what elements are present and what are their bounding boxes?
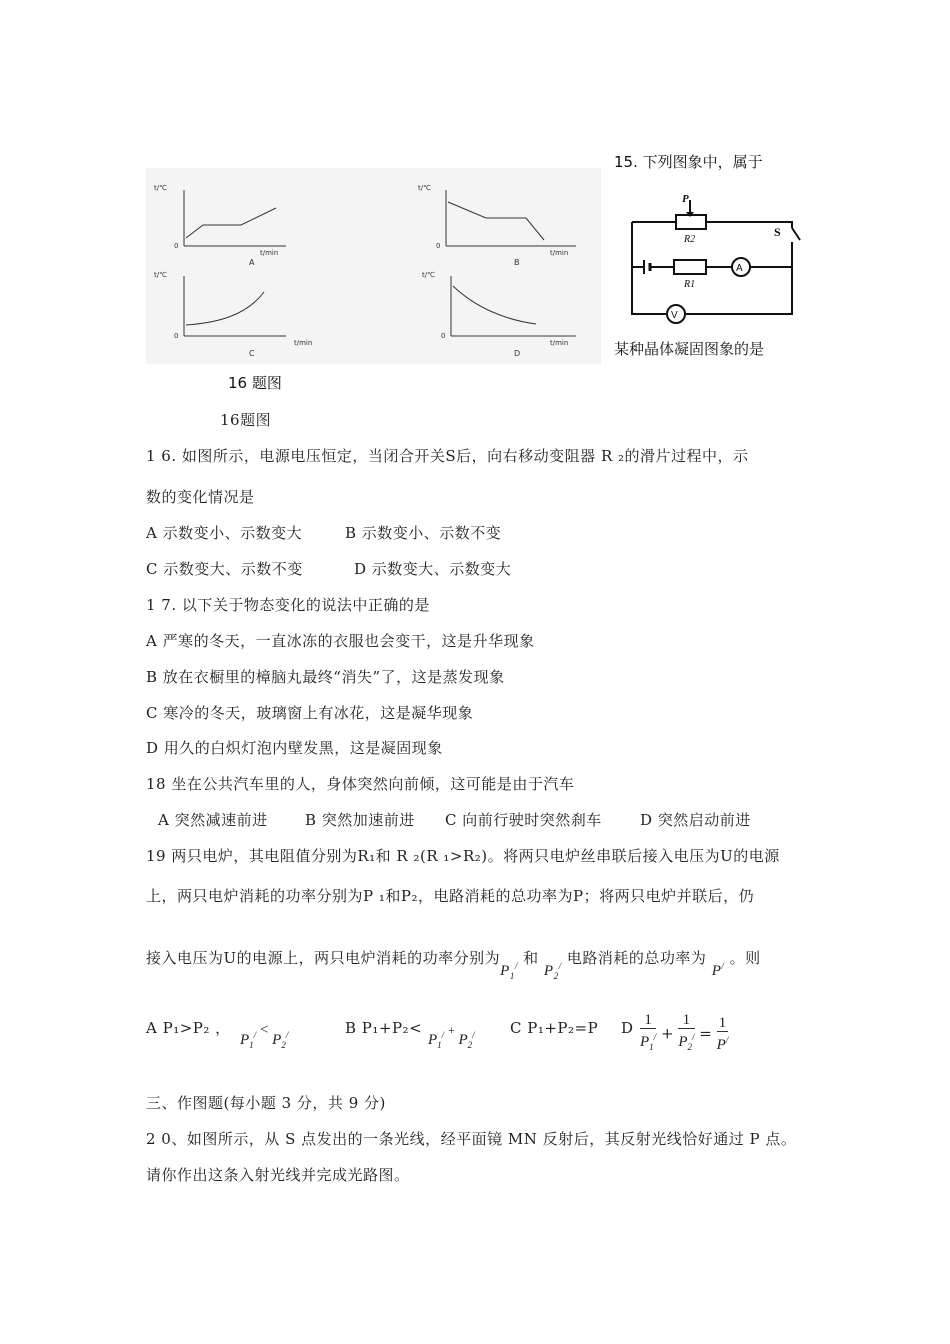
q19-option-a-formula: $P_1^/ < P_2^/$ — [240, 1022, 289, 1050]
q19-line3-c: 电路消耗的总功率为 — [566, 949, 707, 967]
q18-option-c: C 向前行驶时突然刹车 — [445, 811, 602, 829]
graph-c-xlabel: t/min — [294, 339, 313, 347]
p1-prime-symbol: $P_1^/$ — [500, 961, 518, 981]
graph-d-xlabel: t/min — [550, 339, 569, 347]
q19-option-b: B P₁+P₂< — [345, 1019, 423, 1037]
graph-c — [154, 271, 312, 358]
q16-option-a: A 示数变小、示数变大 — [146, 524, 303, 542]
q19-line3 — [146, 944, 761, 981]
q18-option-b: B 突然加速前进 — [305, 811, 415, 829]
graph-c-origin: 0 — [174, 332, 179, 340]
temperature-graphs-figure — [146, 168, 601, 364]
q15-heading: 15. 下列图象中，属于 — [614, 153, 763, 171]
q19-option-c: C P₁+P₂=P — [510, 1019, 599, 1037]
fraction-1: $\frac{1}{P_1^/}$ — [640, 1012, 657, 1052]
graph-a-origin: 0 — [174, 242, 179, 250]
figure-caption-2: 16题图 — [220, 411, 272, 429]
graph-b-xlabel: t/min — [550, 249, 569, 257]
q17-stem: 1 7. 以下关于物态变化的说法中正确的是 — [146, 596, 430, 614]
q17-option-c: C 寒冷的冬天，玻璃窗上有冰花，这是凝华现象 — [146, 704, 474, 722]
graph-d-origin: 0 — [441, 332, 446, 340]
graph-a-xlabel: t/min — [260, 249, 279, 257]
graph-d — [422, 271, 576, 358]
section-3-title: 三、作图题(每小题 3 分，共 9 分) — [146, 1094, 386, 1112]
q16-option-b: B 示数变小、示数不变 — [345, 524, 502, 542]
circuit-r2-label: R2 — [684, 234, 696, 245]
circuit-s-label: S — [774, 225, 781, 239]
q19-line3-d: 。则 — [729, 949, 761, 967]
graph-a-ylabel: t/℃ — [154, 184, 167, 192]
graph-b-ylabel: t/℃ — [418, 184, 431, 192]
q19-option-d-formula: $\frac{1}{P_1^/}$ + $\frac{1}{P_2^/}$ = $\frac{1}{P^/}$ — [640, 1012, 728, 1055]
voltmeter-label: V — [671, 310, 678, 321]
q19-option-b-formula: $P_1^/$ + $P_2^/$ — [428, 1023, 475, 1050]
fraction-2: $\frac{1}{P_2^/}$ — [678, 1012, 695, 1052]
circuit-r1-label: R1 — [684, 279, 696, 290]
graph-a-letter: A — [249, 258, 255, 267]
circuit-p-label: P — [682, 193, 689, 205]
q16-line2: 数的变化情况是 — [146, 488, 255, 506]
ammeter-label: A — [736, 263, 743, 274]
q19-line3-b: 和 — [523, 949, 539, 967]
q15-tail: 某种晶体凝固图象的是 — [614, 340, 765, 358]
p-prime-symbol: P/ — [711, 961, 725, 979]
q19-line1: 19 两只电炉，其电阻值分别为R₁和 R ₂(R ₁>R₂)。将两只电炉丝串联后接入电压为U的电源 — [146, 847, 780, 865]
q17-option-b: B 放在衣橱里的樟脑丸最终“消失”了，这是蒸发现象 — [146, 668, 505, 686]
circuit-diagram — [624, 190, 806, 326]
q19-line3-a: 接入电压为U的电源上，两只电炉消耗的功率分别为 — [146, 949, 501, 967]
graph-a — [154, 184, 286, 267]
q18-option-d: D 突然启动前进 — [640, 811, 751, 829]
figure-caption-1: 16 题图 — [228, 374, 282, 392]
q16-line1: 1 6. 如图所示，电源电压恒定，当闭合开关S后，向右移动变阻器 R ₂的滑片过程中，示 — [146, 447, 749, 465]
q20-line1: 2 0、如图所示，从 S 点发出的一条光线，经平面镜 MN 反射后，其反射光线恰好通过 P 点。 — [146, 1130, 797, 1148]
graph-b — [418, 184, 576, 267]
q16-option-d: D 示数变大、示数变大 — [354, 560, 512, 578]
q17-option-a: A 严寒的冬天，一直冰冻的衣服也会变干，这是升华现象 — [146, 632, 535, 650]
q19-option-d: D — [621, 1019, 634, 1037]
q18-option-a: A 突然减速前进 — [158, 811, 268, 829]
fraction-3: $\frac{1}{P^/}$ — [716, 1014, 729, 1053]
q18-stem: 18 坐在公共汽车里的人，身体突然向前倾，这可能是由于汽车 — [146, 775, 575, 793]
p2-prime-symbol: $P_2^/$ — [543, 961, 562, 981]
graph-d-letter: D — [514, 349, 521, 358]
graph-b-origin: 0 — [436, 242, 441, 250]
graph-d-ylabel: t/℃ — [422, 271, 435, 279]
graph-b-letter: B — [514, 258, 520, 267]
q20-line2: 请你作出这条入射光线并完成光路图。 — [146, 1166, 410, 1184]
q19-line2: 上，两只电炉消耗的功率分别为P ₁和P₂，电路消耗的总功率为P；将两只电炉并联后，仍 — [146, 887, 755, 905]
graph-c-letter: C — [249, 349, 255, 358]
q17-option-d: D 用久的白炽灯泡内壁发黑，这是凝固现象 — [146, 739, 443, 757]
q19-option-a-text: A P₁>P₂ ， — [146, 1019, 231, 1037]
graph-c-ylabel: t/℃ — [154, 271, 167, 279]
q19-option-a — [146, 1018, 231, 1038]
q16-option-c: C 示数变大、示数不变 — [146, 560, 303, 578]
